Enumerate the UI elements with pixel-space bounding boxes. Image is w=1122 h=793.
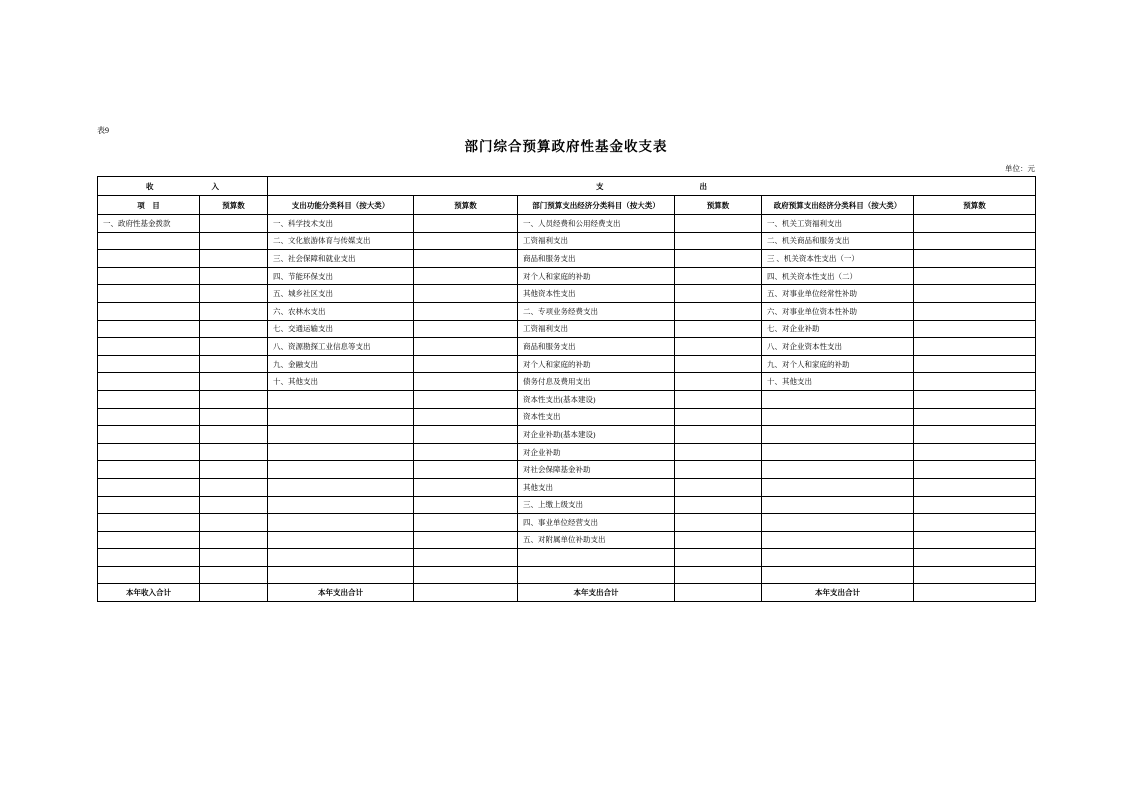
- col-header-dept-econ-class: 部门预算支出经济分类科目（按大类）: [518, 196, 675, 215]
- cell-gov-econ-item: 四、机关资本性支出（二）: [762, 267, 914, 285]
- cell-dept-econ-item: 资本性支出(基本建设): [518, 390, 675, 408]
- cell-function-item: [268, 426, 414, 444]
- table-row: [98, 461, 1036, 479]
- cell-function-item: 四、节能环保支出: [268, 267, 414, 285]
- cell-budget-dept: [675, 443, 762, 461]
- cell-budget-gov: [914, 549, 1036, 567]
- cell-function-item: [268, 408, 414, 426]
- cell-function-item: 三、社会保障和就业支出: [268, 250, 414, 268]
- cell-gov-econ-item: [762, 549, 914, 567]
- budget-table: [97, 176, 1036, 602]
- cell-income-item: [98, 232, 200, 250]
- cell-budget-function: [414, 320, 518, 338]
- cell-budget-gov: [914, 426, 1036, 444]
- cell-budget-income: [200, 514, 268, 532]
- cell-budget-income: [200, 478, 268, 496]
- cell-budget-gov: [914, 320, 1036, 338]
- total-row: [98, 584, 1036, 602]
- cell-budget-function: [414, 566, 518, 584]
- cell-budget-function: [414, 373, 518, 391]
- cell-budget-function: [414, 443, 518, 461]
- cell-budget-dept: [675, 478, 762, 496]
- total-income-value: [200, 584, 268, 602]
- cell-dept-econ-item: [518, 566, 675, 584]
- cell-function-item: [268, 514, 414, 532]
- cell-dept-econ-item: 工资福利支出: [518, 232, 675, 250]
- cell-gov-econ-item: [762, 531, 914, 549]
- cell-budget-income: [200, 355, 268, 373]
- cell-gov-econ-item: [762, 408, 914, 426]
- table-row: [98, 514, 1036, 532]
- cell-budget-gov: [914, 443, 1036, 461]
- cell-budget-dept: [675, 390, 762, 408]
- cell-budget-function: [414, 302, 518, 320]
- col-header-budget-dept: 预算数: [675, 196, 762, 215]
- table-row: [98, 531, 1036, 549]
- expenditure-group-char: 出: [699, 181, 708, 191]
- cell-budget-dept: [675, 373, 762, 391]
- cell-budget-dept: [675, 285, 762, 303]
- cell-dept-econ-item: 五、对附属单位补助支出: [518, 531, 675, 549]
- cell-budget-dept: [675, 549, 762, 567]
- cell-dept-econ-item: 资本性支出: [518, 408, 675, 426]
- cell-income-item: [98, 390, 200, 408]
- total-gov-value: [914, 584, 1036, 602]
- cell-function-item: 六、农林水支出: [268, 302, 414, 320]
- cell-budget-function: [414, 338, 518, 356]
- cell-dept-econ-item: 对企业补助(基本建设): [518, 426, 675, 444]
- cell-gov-econ-item: [762, 461, 914, 479]
- cell-income-item: [98, 408, 200, 426]
- table-row: [98, 443, 1036, 461]
- table-row: [98, 426, 1036, 444]
- col-header-budget-function: 预算数: [414, 196, 518, 215]
- cell-income-item: [98, 285, 200, 303]
- cell-income-item: [98, 478, 200, 496]
- cell-gov-econ-item: [762, 426, 914, 444]
- total-dept-value: [675, 584, 762, 602]
- cell-gov-econ-item: 二、机关商品和服务支出: [762, 232, 914, 250]
- cell-budget-dept: [675, 215, 762, 233]
- cell-budget-income: [200, 215, 268, 233]
- cell-budget-gov: [914, 232, 1036, 250]
- cell-gov-econ-item: [762, 514, 914, 532]
- cell-budget-dept: [675, 531, 762, 549]
- cell-function-item: 一、科学技术支出: [268, 215, 414, 233]
- table-row: [98, 320, 1036, 338]
- cell-budget-dept: [675, 232, 762, 250]
- cell-income-item: [98, 443, 200, 461]
- expenditure-group-char: 支: [596, 181, 604, 191]
- cell-budget-dept: [675, 338, 762, 356]
- table-row: [98, 338, 1036, 356]
- cell-budget-dept: [675, 302, 762, 320]
- cell-budget-income: [200, 496, 268, 514]
- cell-function-item: [268, 549, 414, 567]
- cell-function-item: [268, 443, 414, 461]
- cell-budget-gov: [914, 355, 1036, 373]
- cell-budget-income: [200, 285, 268, 303]
- cell-gov-econ-item: 三 、机关资本性支出（一）: [762, 250, 914, 268]
- cell-budget-income: [200, 320, 268, 338]
- cell-budget-gov: [914, 250, 1036, 268]
- cell-budget-gov: [914, 373, 1036, 391]
- cell-income-item: [98, 302, 200, 320]
- col-header-gov-econ-class: 政府预算支出经济分类科目（按大类）: [762, 196, 914, 215]
- cell-income-item: [98, 566, 200, 584]
- cell-income-item: [98, 320, 200, 338]
- cell-dept-econ-item: 其他资本性支出: [518, 285, 675, 303]
- table-row: [98, 373, 1036, 391]
- cell-budget-dept: [675, 461, 762, 479]
- cell-budget-income: [200, 461, 268, 479]
- cell-income-item: [98, 461, 200, 479]
- cell-function-item: [268, 496, 414, 514]
- cell-dept-econ-item: 对个人和家庭的补助: [518, 355, 675, 373]
- cell-budget-income: [200, 426, 268, 444]
- table-row: [98, 215, 1036, 233]
- group-header-row: [98, 177, 1036, 196]
- cell-budget-income: [200, 390, 268, 408]
- cell-budget-income: [200, 566, 268, 584]
- cell-gov-econ-item: 八、对企业资本性支出: [762, 338, 914, 356]
- cell-budget-income: [200, 267, 268, 285]
- cell-budget-gov: [914, 302, 1036, 320]
- table-row: [98, 355, 1036, 373]
- income-group-char: 收: [146, 181, 154, 191]
- cell-budget-gov: [914, 285, 1036, 303]
- cell-budget-function: [414, 549, 518, 567]
- cell-function-item: [268, 531, 414, 549]
- cell-budget-function: [414, 215, 518, 233]
- cell-function-item: 八、资源勘探工业信息等支出: [268, 338, 414, 356]
- cell-budget-income: [200, 338, 268, 356]
- cell-budget-function: [414, 390, 518, 408]
- column-header-row: [98, 196, 1036, 215]
- cell-budget-dept: [675, 355, 762, 373]
- cell-income-item: [98, 514, 200, 532]
- cell-income-item: [98, 355, 200, 373]
- cell-budget-income: [200, 373, 268, 391]
- cell-dept-econ-item: 其他支出: [518, 478, 675, 496]
- cell-budget-function: [414, 285, 518, 303]
- table-row: [98, 408, 1036, 426]
- cell-budget-dept: [675, 514, 762, 532]
- table-row: [98, 390, 1036, 408]
- cell-budget-function: [414, 355, 518, 373]
- cell-gov-econ-item: 五、对事业单位经常性补助: [762, 285, 914, 303]
- cell-function-item: [268, 461, 414, 479]
- cell-gov-econ-item: 九、对个人和家庭的补助: [762, 355, 914, 373]
- expenditure-group-header: [268, 177, 1036, 196]
- cell-budget-function: [414, 267, 518, 285]
- page-title: 部门综合预算政府性基金收支表: [464, 139, 668, 154]
- cell-budget-gov: [914, 496, 1036, 514]
- cell-function-item: 七、交通运输支出: [268, 320, 414, 338]
- table-row: [98, 250, 1036, 268]
- col-header-budget-income: 预算数: [200, 196, 268, 215]
- cell-budget-income: [200, 302, 268, 320]
- cell-function-item: 五、城乡社区支出: [268, 285, 414, 303]
- cell-dept-econ-item: 商品和服务支出: [518, 338, 675, 356]
- income-group-header: [98, 177, 268, 196]
- cell-budget-income: [200, 232, 268, 250]
- cell-budget-function: [414, 496, 518, 514]
- col-header-item: 项 目: [98, 196, 200, 215]
- cell-budget-income: [200, 250, 268, 268]
- total-dept-label: 本年支出合计: [518, 584, 675, 602]
- cell-budget-dept: [675, 496, 762, 514]
- cell-function-item: 十、其他支出: [268, 373, 414, 391]
- cell-gov-econ-item: [762, 443, 914, 461]
- cell-gov-econ-item: 一、机关工资福利支出: [762, 215, 914, 233]
- table-body: [98, 215, 1036, 584]
- cell-budget-dept: [675, 250, 762, 268]
- cell-function-item: [268, 566, 414, 584]
- cell-budget-gov: [914, 461, 1036, 479]
- cell-budget-gov: [914, 531, 1036, 549]
- cell-income-item: [98, 496, 200, 514]
- cell-budget-income: [200, 549, 268, 567]
- cell-budget-gov: [914, 390, 1036, 408]
- cell-dept-econ-item: 对社会保障基金补助: [518, 461, 675, 479]
- cell-budget-gov: [914, 408, 1036, 426]
- cell-budget-gov: [914, 338, 1036, 356]
- table-row: [98, 232, 1036, 250]
- cell-function-item: 九、金融支出: [268, 355, 414, 373]
- total-function-value: [414, 584, 518, 602]
- cell-dept-econ-item: 债务付息及费用支出: [518, 373, 675, 391]
- cell-function-item: [268, 390, 414, 408]
- income-group-char: 入: [211, 181, 219, 191]
- col-header-budget-gov: 预算数: [914, 196, 1036, 215]
- table-row: [98, 285, 1036, 303]
- cell-gov-econ-item: [762, 478, 914, 496]
- cell-dept-econ-item: 对企业补助: [518, 443, 675, 461]
- cell-budget-function: [414, 250, 518, 268]
- cell-budget-gov: [914, 267, 1036, 285]
- cell-function-item: 二、文化旅游体育与传媒支出: [268, 232, 414, 250]
- sheet-label: 表9: [97, 126, 109, 135]
- cell-budget-gov: [914, 566, 1036, 584]
- cell-gov-econ-item: 十、其他支出: [762, 373, 914, 391]
- unit-note: 单位：元: [1005, 164, 1035, 173]
- cell-budget-function: [414, 408, 518, 426]
- cell-income-item: [98, 531, 200, 549]
- cell-income-item: [98, 338, 200, 356]
- total-gov-label: 本年支出合计: [762, 584, 914, 602]
- cell-gov-econ-item: [762, 566, 914, 584]
- cell-budget-dept: [675, 320, 762, 338]
- table-row: [98, 566, 1036, 584]
- table-row: [98, 478, 1036, 496]
- cell-budget-function: [414, 478, 518, 496]
- table-row: [98, 302, 1036, 320]
- cell-gov-econ-item: 七、对企业补助: [762, 320, 914, 338]
- cell-budget-function: [414, 514, 518, 532]
- cell-dept-econ-item: [518, 549, 675, 567]
- cell-budget-dept: [675, 566, 762, 584]
- cell-dept-econ-item: 一、人员经费和公用经费支出: [518, 215, 675, 233]
- cell-dept-econ-item: 工资福利支出: [518, 320, 675, 338]
- cell-dept-econ-item: 对个人和家庭的补助: [518, 267, 675, 285]
- total-income-label: 本年收入合计: [98, 584, 200, 602]
- table-row: [98, 496, 1036, 514]
- cell-budget-gov: [914, 215, 1036, 233]
- cell-budget-gov: [914, 478, 1036, 496]
- cell-budget-dept: [675, 408, 762, 426]
- cell-gov-econ-item: [762, 390, 914, 408]
- cell-function-item: [268, 478, 414, 496]
- cell-budget-dept: [675, 426, 762, 444]
- cell-budget-function: [414, 232, 518, 250]
- cell-budget-function: [414, 461, 518, 479]
- cell-budget-gov: [914, 514, 1036, 532]
- table-row: [98, 267, 1036, 285]
- table-row: [98, 549, 1036, 567]
- cell-gov-econ-item: 六、对事业单位资本性补助: [762, 302, 914, 320]
- cell-income-item: [98, 250, 200, 268]
- cell-income-item: [98, 426, 200, 444]
- cell-gov-econ-item: [762, 496, 914, 514]
- cell-income-item: 一、政府性基金拨款: [98, 215, 200, 233]
- cell-budget-income: [200, 443, 268, 461]
- cell-budget-income: [200, 408, 268, 426]
- cell-dept-econ-item: 三、上缴上级支出: [518, 496, 675, 514]
- cell-budget-income: [200, 531, 268, 549]
- cell-dept-econ-item: 商品和服务支出: [518, 250, 675, 268]
- cell-income-item: [98, 549, 200, 567]
- cell-income-item: [98, 267, 200, 285]
- cell-budget-function: [414, 531, 518, 549]
- cell-income-item: [98, 373, 200, 391]
- col-header-function-class: 支出功能分类科目（按大类）: [268, 196, 414, 215]
- cell-budget-dept: [675, 267, 762, 285]
- cell-dept-econ-item: 四、事业单位经营支出: [518, 514, 675, 532]
- cell-dept-econ-item: 二、专项业务经费支出: [518, 302, 675, 320]
- total-function-label: 本年支出合计: [268, 584, 414, 602]
- cell-budget-function: [414, 426, 518, 444]
